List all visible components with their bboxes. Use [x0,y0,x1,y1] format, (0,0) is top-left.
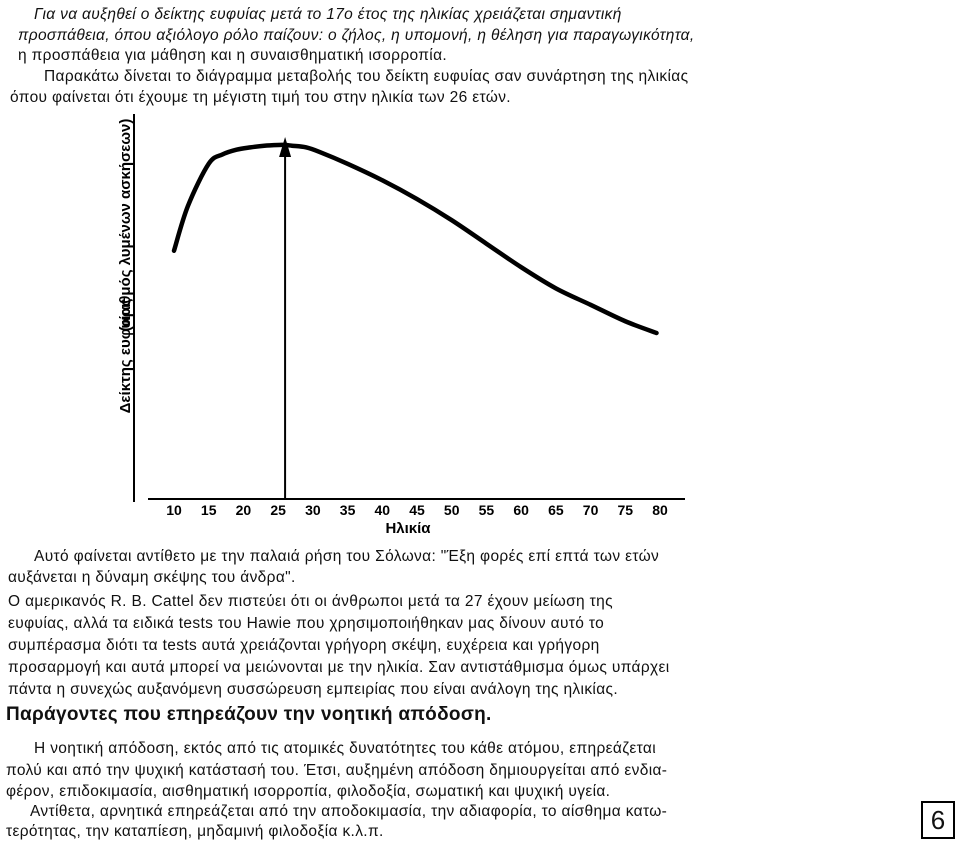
x-tick-label: 80 [652,502,668,518]
series-line [174,145,657,333]
y-axis-label-main: Δείκτης ευφυίας [117,298,134,414]
body-line-2: αυξάνεται η δύναμη σκέψης του άνδρα". [8,569,296,586]
x-tick-label: 65 [548,502,564,518]
x-tick-label: 10 [166,502,182,518]
x-tick-label: 70 [582,502,599,518]
x-tick-label: 15 [200,502,217,518]
intro-line-1: Για να αυξηθεί ο δείκτης ευφυίας μετά το 17ο έτος της ηλικίας χρειάζεται σημαντική [34,6,622,23]
section-line-5: τερότητας, την καταπίεση, μηδαμινή φιλοδοξία κ.λ.π. [6,823,384,840]
y-axis-label-sub: (αριθμός λυμένων ασκήσεων) [117,118,134,332]
x-tick-label: 45 [409,502,425,518]
x-tick-label: 55 [478,502,495,518]
page-number: 6 [921,801,955,839]
x-tick-label: 40 [374,502,391,518]
x-tick-label: 50 [443,502,460,518]
body-line-5: συμπέρασμα διότι τα tests αυτά χρειάζονται γρήγορη σκέψη, ευχέρεια και γρήγορη [8,637,600,654]
x-tick-label: 30 [305,502,321,518]
x-tick-labels [166,502,668,518]
section-line-1: Η νοητική απόδοση, εκτός από τις ατομικές δυνατότητες του κάθε ατόμου, επηρεάζεται [34,740,657,757]
x-tick-label: 20 [235,502,252,518]
x-tick-label: 75 [617,502,634,518]
intelligence-age-chart [100,110,690,542]
section-line-4: Αντίθετα, αρνητικά επηρεάζεται από την αποδοκιμασία, την αδιαφορία, το αίσθημα κατω- [30,803,668,820]
x-tick-label: 60 [513,502,529,518]
section-line-2: πολύ και από την ψυχική κατάστασή του. Έτσι, αυξημένη απόδοση δημιουργείται από ενδια- [6,762,668,779]
chart-marks [174,137,657,499]
intro-line-4: Παρακάτω δίνεται το διάγραμμα μεταβολής του δείκτη ευφυίας σαν συνάρτηση της ηλικίας [44,68,689,85]
body-line-6: προσαρμογή και αυτά μπορεί να μειώνονται με την ηλικία. Σαν αντιστάθμισμα όμως υπάρχει [8,659,670,676]
x-axis-label: Ηλικία [385,520,431,537]
x-tick-label: 35 [339,502,356,518]
section-line-3: φέρον, επιδοκιμασία, αισθηματική ισορροπία, φιλοδοξία, σωματική και ψυχική υγεία. [6,783,611,800]
intro-line-5: όπου φαίνεται ότι έχουμε τη μέγιστη τιμή του στην ηλικία των 26 ετών. [10,89,511,106]
body-line-4: ευφυίας, αλλά τα ειδικά tests του Hawie που χρησιμοποιήθηκαν μας δίνουν αυτό το [8,615,605,632]
x-tick-label: 25 [270,502,286,518]
body-line-7: πάντα η συνεχώς αυξανόμενη συσσώρευση εμπειρίας που είναι ανάλογη της ηλικίας. [8,681,618,698]
body-line-3: Ο αμερικανός R. B. Cattel δεν πιστεύει ότι οι άνθρωποι μετά τα 27 έχουν μείωση της [8,593,613,610]
section-heading: Παράγοντες που επηρεάζουν την νοητική απόδοση. [6,704,492,725]
body-line-1: Αυτό φαίνεται αντίθετο με την παλαιά ρήση του Σόλωνα: "Έξη φορές επί επτά των ετών [34,548,660,565]
y-axis-label [117,119,134,414]
intro-line-3: η προσπάθεια για μάθηση και η συναισθηματική ισορροπία. [18,47,448,64]
intro-line-2: προσπάθεια, όπου αξιόλογο ρόλο παίζουν: ο ζήλος, η υπομονή, η θέληση για παραγωγικότητα, [18,27,695,44]
